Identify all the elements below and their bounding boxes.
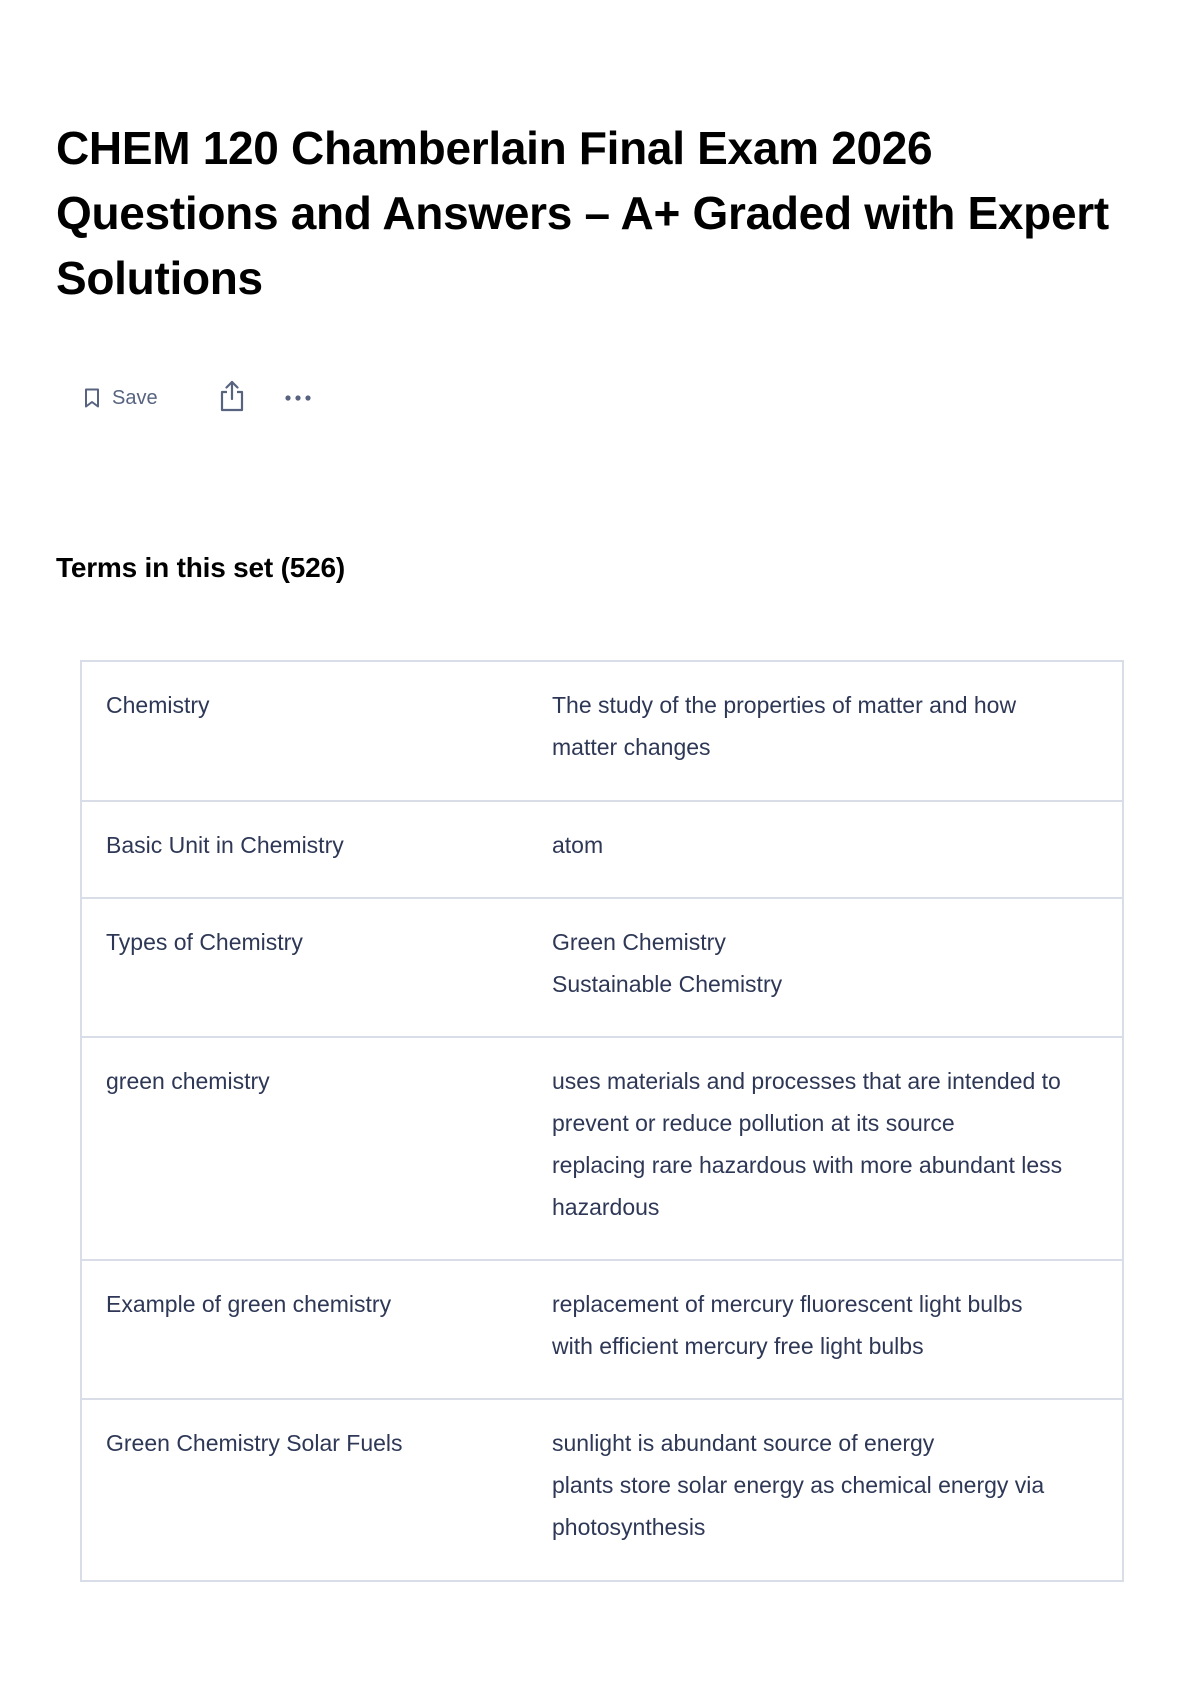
term-word: green chemistry — [106, 1068, 270, 1094]
term-word: Types of Chemistry — [106, 929, 303, 955]
share-button[interactable] — [214, 376, 250, 420]
term-row — [82, 802, 1122, 899]
term-word: Example of green chemistry — [106, 1291, 392, 1317]
term-definition: atom — [552, 832, 604, 858]
term-row — [82, 1038, 1122, 1261]
share-icon — [219, 380, 245, 417]
more-icon — [284, 389, 312, 407]
term-definition: uses materials and processes that are intended to prevent or reduce pollution at its source replacing rare hazardous with more abundant less hazardous — [552, 1068, 1063, 1220]
term-row — [82, 899, 1122, 1038]
bookmark-icon — [84, 388, 100, 408]
term-definition: replacement of mercury fluorescent light bulbs with efficient mercury free light bulbs — [552, 1291, 1023, 1359]
term-definition: Green Chemistry Sustainable Chemistry — [552, 929, 783, 997]
term-word: Basic Unit in Chemistry — [106, 832, 344, 858]
term-definition: The study of the properties of matter and how matter changes — [552, 692, 1017, 760]
term-definition: sunlight is abundant source of energy plants store solar energy as chemical energy via photosynthesis — [552, 1430, 1045, 1540]
terms-table — [80, 660, 1124, 1582]
term-row — [82, 1400, 1122, 1580]
term-word: Green Chemistry Solar Fuels — [106, 1430, 403, 1456]
more-options-button[interactable] — [280, 376, 316, 420]
terms-heading: Terms in this set (526) — [56, 552, 345, 583]
action-toolbar — [80, 376, 316, 420]
term-row — [82, 662, 1122, 802]
term-row — [82, 1261, 1122, 1400]
save-button[interactable] — [80, 376, 162, 420]
page-title: CHEM 120 Chamberlain Final Exam 2026 Questions and Answers – A+ Graded with Expert Solutions — [56, 122, 1109, 304]
term-word: Chemistry — [106, 692, 210, 718]
save-label: Save — [112, 386, 158, 409]
